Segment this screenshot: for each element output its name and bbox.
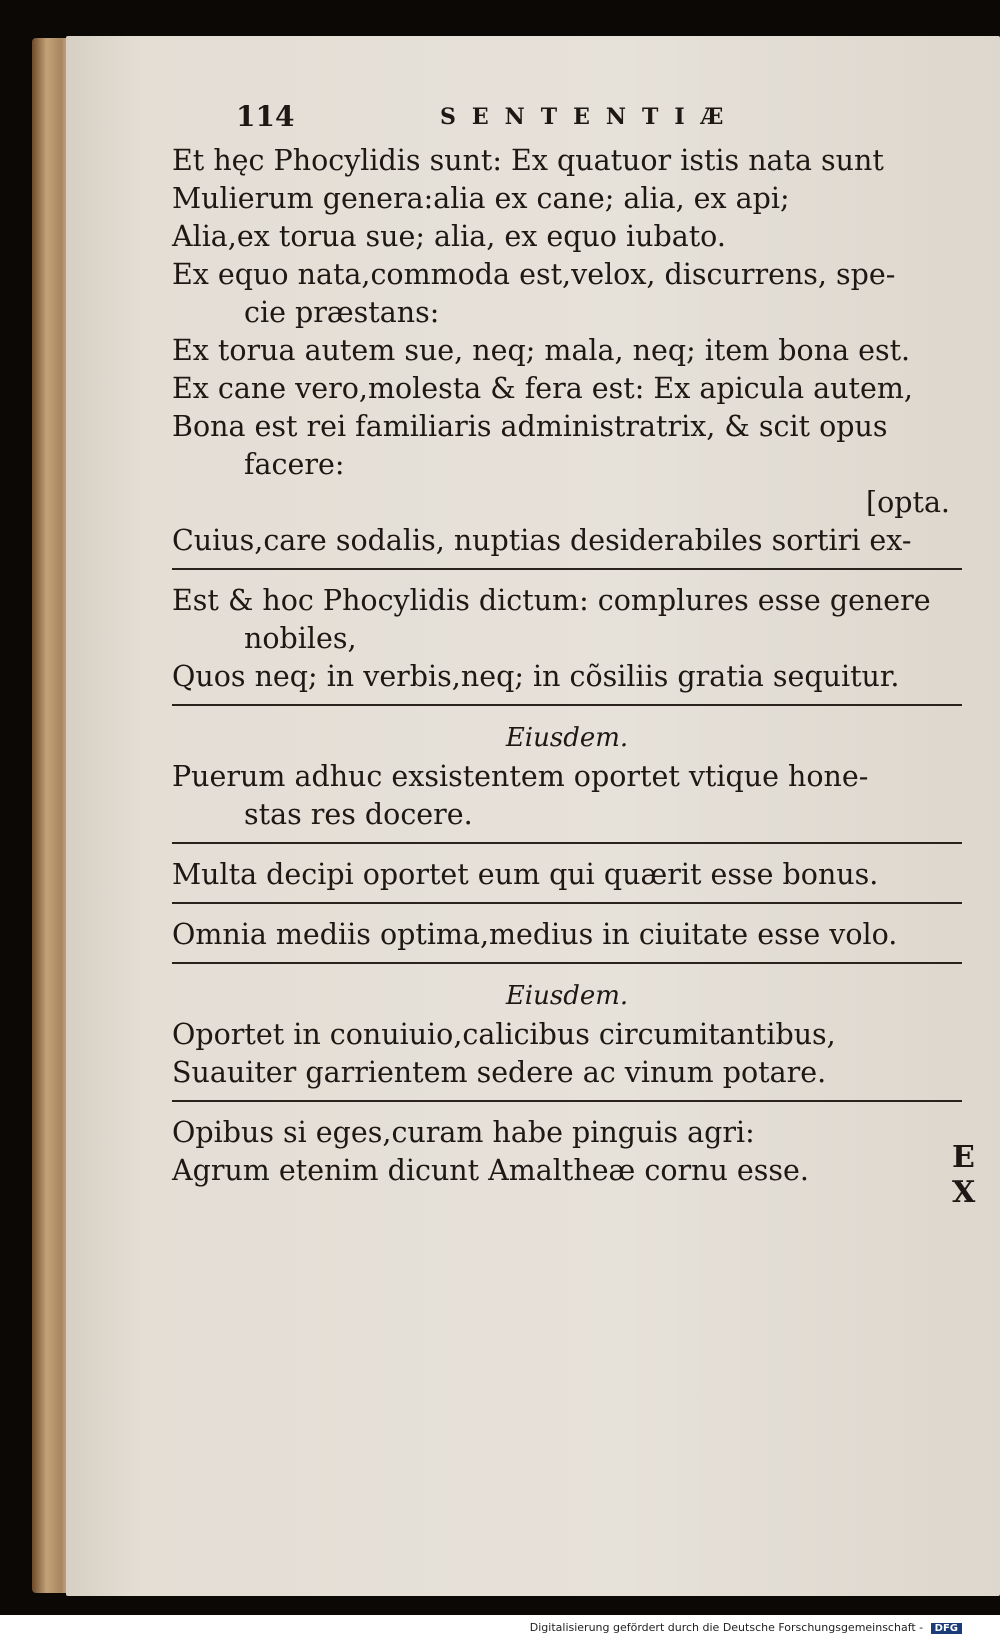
- section-heading: Eiusdem.: [505, 981, 629, 1011]
- text-line: Ex equo nata,commoda est,velox, discurrens, spe-: [172, 258, 896, 291]
- text-block-eiusdem-conuiuio: [172, 976, 962, 1092]
- section-rule: [172, 568, 962, 570]
- text-line: cie præstans:: [244, 296, 440, 329]
- section-rule: [172, 962, 962, 964]
- text-line: Ex cane vero,molesta & fera est: Ex apicula autem,: [172, 372, 913, 405]
- text-line: Ex torua autem sue, neq; mala, neq; item bona est.: [172, 334, 911, 367]
- text-block-opibus: [172, 1114, 962, 1190]
- section-rule: [172, 1100, 962, 1102]
- text-line-turnover: [opta.: [865, 486, 950, 519]
- running-head-title: SENTENTIÆ: [440, 104, 740, 130]
- text-line: Oportet in conuiuio,calicibus circumitantibus,: [172, 1018, 836, 1051]
- footer-credit: [530, 1621, 962, 1634]
- text-line: nobiles,: [244, 622, 357, 655]
- text-line: Suauiter garrientem sedere ac vinum potare.: [172, 1056, 827, 1089]
- page-number: 114: [236, 100, 295, 133]
- text-line: Agrum etenim dicunt Amaltheæ cornu esse.: [172, 1154, 809, 1187]
- text-line: Mulierum genera:alia ex cane; alia, ex api;: [172, 182, 790, 215]
- catchword: E X: [952, 1140, 990, 1210]
- text-block-phocylides-nobles: [172, 582, 962, 696]
- section-rule: [172, 704, 962, 706]
- text-line: stas res docere.: [244, 798, 473, 831]
- text-block-omnia-mediis: [172, 916, 962, 954]
- text-line: Et hęc Phocylidis sunt: Ex quatuor istis nata sunt: [172, 144, 884, 177]
- dfg-logo: DFG: [931, 1623, 962, 1634]
- text-line: Alia,ex torua sue; alia, ex equo iubato.: [172, 220, 726, 253]
- text-line: Cuius,care sodalis, nuptias desiderabiles sortiri ex-: [172, 524, 912, 557]
- footer-text: Digitalisierung gefördert durch die Deutsche Forschungsgemeinschaft -: [529, 1621, 924, 1634]
- text-line: Opibus si eges,curam habe pinguis agri:: [172, 1116, 755, 1149]
- section-rule: [172, 902, 962, 904]
- section-heading: Eiusdem.: [505, 723, 629, 753]
- text-line: Multa decipi oportet eum qui quærit esse bonus.: [172, 858, 879, 891]
- text-line: Est & hoc Phocylidis dictum: complures esse genere: [172, 584, 931, 617]
- text-line: Bona est rei familiaris administratrix, & scit opus: [172, 410, 888, 443]
- text-line: facere:: [244, 448, 345, 481]
- section-rule: [172, 842, 962, 844]
- text-block-multa-decipi: [172, 856, 962, 894]
- text-line: Quos neq; in verbis,neq; in cõsiliis gratia sequitur.: [172, 660, 900, 693]
- page-content: [172, 100, 990, 1210]
- text-line: Puerum adhuc exsistentem oportet vtique hone-: [172, 760, 869, 793]
- text-block-phocylides-women: [172, 142, 962, 560]
- running-head: [172, 100, 962, 142]
- text-block-eiusdem-puerum: [172, 718, 962, 834]
- text-line: Omnia mediis optima,medius in ciuitate esse volo.: [172, 918, 898, 951]
